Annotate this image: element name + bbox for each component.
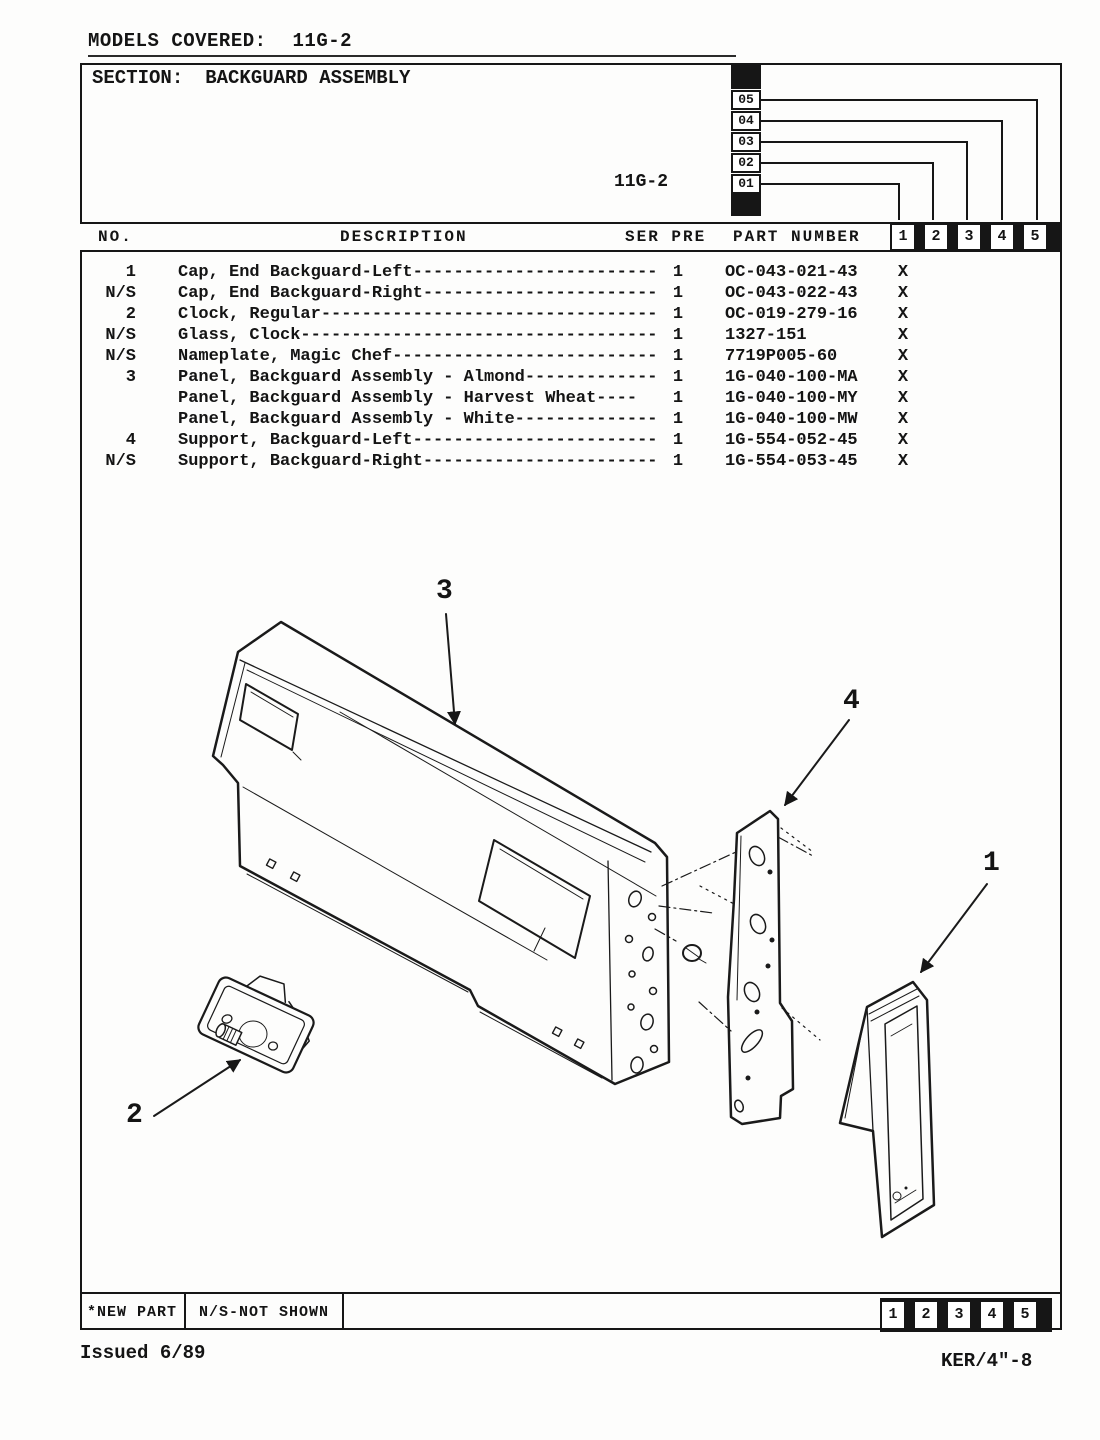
serial-ref-box: 02 xyxy=(731,153,761,173)
cell-serial-mark: X xyxy=(897,305,909,324)
cell-no: N/S xyxy=(105,452,136,471)
footer-issued: Issued 6/89 xyxy=(80,1342,206,1364)
cell-description: Panel, Backguard Assembly - Harvest Wheat---- xyxy=(178,389,638,408)
cell-no: N/S xyxy=(105,326,136,345)
legend-new-part: *NEW PART xyxy=(80,1294,186,1330)
cell-serial-mark: X xyxy=(897,452,909,471)
cell-description: Support, Backguard-Right----------------------- xyxy=(178,452,658,471)
legend-not-shown: N/S-NOT SHOWN xyxy=(186,1294,344,1330)
parts-table-header xyxy=(80,222,1062,252)
table-row xyxy=(80,410,1062,431)
cell-ser: 1 xyxy=(672,284,684,303)
serial-ref-box: 03 xyxy=(731,132,761,152)
table-row xyxy=(80,347,1062,368)
cell-ser: 1 xyxy=(672,368,684,387)
section-label: SECTION: xyxy=(92,67,184,89)
cell-ser: 1 xyxy=(672,452,684,471)
callout-support: 4 xyxy=(843,686,860,717)
cell-serial-mark: X xyxy=(897,347,909,366)
legend-bar xyxy=(80,1292,1062,1330)
serial-col-box: 2 xyxy=(915,1302,937,1328)
parts-table-rows xyxy=(80,263,1062,473)
models-covered-label: MODELS COVERED: xyxy=(88,30,267,52)
cell-ser: 1 xyxy=(672,389,684,408)
table-row xyxy=(80,452,1062,473)
serial-ref-bottom-block xyxy=(731,194,761,216)
footer-code: KER/4"-8 xyxy=(941,1350,1033,1372)
header-serial-strip xyxy=(890,224,1062,250)
table-row xyxy=(80,368,1062,389)
cell-serial-mark: X xyxy=(897,263,909,282)
callout-clock: 2 xyxy=(126,1100,143,1131)
cell-serial-mark: X xyxy=(897,284,909,303)
column-ser-pre-label: SER PRE xyxy=(625,228,707,246)
cell-description: Cap, End Backguard-Left------------------------ xyxy=(178,263,658,282)
cell-no: N/S xyxy=(105,347,136,366)
table-row xyxy=(80,389,1062,410)
table-row xyxy=(80,326,1062,347)
callout-end-cap: 1 xyxy=(983,848,1000,879)
serial-col-box: 1 xyxy=(882,1302,904,1328)
cell-part-number: 1G-554-052-45 xyxy=(725,431,858,450)
cell-description: Glass, Clock----------------------------------- xyxy=(178,326,658,345)
serial-ref-box: 01 xyxy=(731,174,761,194)
serial-col-box: 3 xyxy=(958,225,980,249)
cell-ser: 1 xyxy=(672,305,684,324)
cell-part-number: OC-019-279-16 xyxy=(725,305,858,324)
serial-ref-box: 04 xyxy=(731,111,761,131)
cell-description: Nameplate, Magic Chef-------------------------- xyxy=(178,347,658,366)
cell-description: Cap, End Backguard-Right----------------------- xyxy=(178,284,658,303)
cell-no: 4 xyxy=(125,431,136,450)
cell-part-number: 1G-040-100-MA xyxy=(725,368,858,387)
serial-ref-box: 05 xyxy=(731,90,761,110)
table-row xyxy=(80,263,1062,284)
cell-part-number: 1G-554-053-45 xyxy=(725,452,858,471)
section-value: BACKGUARD ASSEMBLY xyxy=(205,67,411,89)
cell-description: Panel, Backguard Assembly - White-------------- xyxy=(178,410,658,429)
cell-part-number: 1327-151 xyxy=(725,326,807,345)
cell-ser: 1 xyxy=(672,263,684,282)
cell-part-number: 1G-040-100-MY xyxy=(725,389,858,408)
cell-serial-mark: X xyxy=(897,389,909,408)
serial-col-box: 3 xyxy=(948,1302,970,1328)
serial-col-box: 5 xyxy=(1014,1302,1036,1328)
cell-no: 1 xyxy=(125,263,136,282)
table-row xyxy=(80,431,1062,452)
cell-no: N/S xyxy=(105,284,136,303)
cell-serial-mark: X xyxy=(897,368,909,387)
serial-col-box: 4 xyxy=(981,1302,1003,1328)
cell-serial-mark: X xyxy=(897,410,909,429)
serial-col-box: 4 xyxy=(991,225,1013,249)
cell-no: 3 xyxy=(125,368,136,387)
cell-serial-mark: X xyxy=(897,326,909,345)
cell-no: 2 xyxy=(125,305,136,324)
page-border xyxy=(80,63,1062,1330)
callout-panel: 3 xyxy=(436,576,453,607)
column-part-number-label: PART NUMBER xyxy=(733,228,861,246)
cell-ser: 1 xyxy=(672,326,684,345)
cell-ser: 1 xyxy=(672,410,684,429)
column-no-label: NO. xyxy=(98,228,133,246)
cell-description: Panel, Backguard Assembly - Almond------------- xyxy=(178,368,658,387)
serial-col-box: 2 xyxy=(925,225,947,249)
serial-ref-boxes xyxy=(731,90,761,194)
cell-serial-mark: X xyxy=(897,431,909,450)
cell-description: Clock, Regular--------------------------------- xyxy=(178,305,658,324)
models-covered-value: 11G-2 xyxy=(292,30,353,52)
cell-part-number: 7719P005-60 xyxy=(725,347,838,366)
serial-col-box: 5 xyxy=(1024,225,1046,249)
models-covered-title xyxy=(88,30,736,57)
cell-part-number: OC-043-021-43 xyxy=(725,263,858,282)
serial-ref-column xyxy=(731,65,761,216)
cell-description: Support, Backguard-Left------------------------ xyxy=(178,431,658,450)
cell-part-number: 1G-040-100-MW xyxy=(725,410,858,429)
serial-ref-top-block xyxy=(731,65,761,89)
column-description-label: DESCRIPTION xyxy=(340,228,468,246)
serial-col-box: 1 xyxy=(892,225,914,249)
cell-part-number: OC-043-022-43 xyxy=(725,284,858,303)
cell-ser: 1 xyxy=(672,347,684,366)
table-row xyxy=(80,305,1062,326)
cell-ser: 1 xyxy=(672,431,684,450)
table-row xyxy=(80,284,1062,305)
section-title xyxy=(92,67,410,89)
legend-serial-strip xyxy=(880,1298,1052,1332)
model-ref-label: 11G-2 xyxy=(614,172,669,192)
